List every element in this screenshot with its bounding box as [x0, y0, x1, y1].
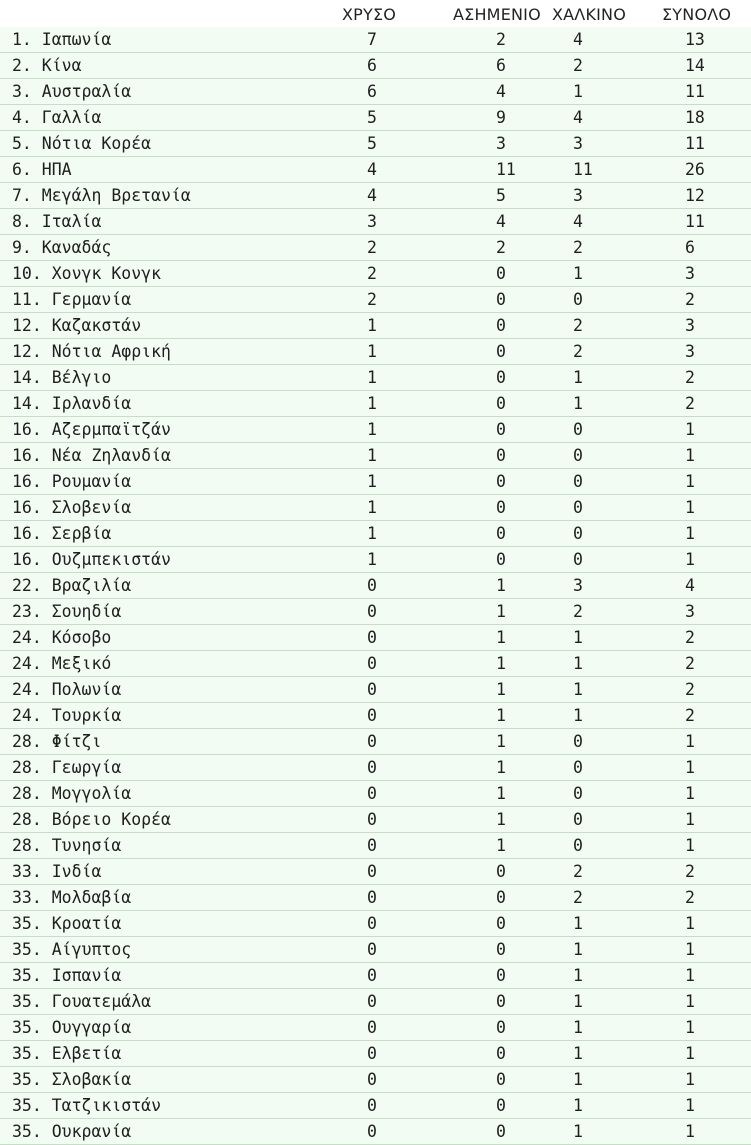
total-count: 2	[685, 654, 695, 673]
gold-count: 1	[367, 472, 377, 491]
bronze-count: 2	[573, 316, 583, 335]
table-row	[0, 157, 751, 183]
silver-count: 5	[496, 186, 506, 205]
silver-count: 1	[496, 628, 506, 647]
bronze-count: 2	[573, 238, 583, 257]
bronze-count: 3	[573, 134, 583, 153]
country-name: 24. Κόσοβο	[12, 628, 112, 647]
total-count: 1	[685, 472, 695, 491]
table-row	[0, 53, 751, 79]
header-bronze: ΧΑΛΚΙΝΟ	[552, 5, 627, 24]
gold-count: 0	[367, 1018, 377, 1037]
country-name: 4. Γαλλία	[12, 108, 102, 127]
table-row	[0, 495, 751, 521]
country-name: 22. Βραζιλία	[12, 576, 132, 595]
gold-count: 2	[367, 290, 377, 309]
silver-count: 1	[496, 602, 506, 621]
silver-count: 1	[496, 784, 506, 803]
total-count: 2	[685, 862, 695, 881]
silver-count: 1	[496, 706, 506, 725]
silver-count: 2	[496, 30, 506, 49]
total-count: 1	[685, 784, 695, 803]
bronze-count: 1	[573, 394, 583, 413]
gold-count: 1	[367, 420, 377, 439]
gold-count: 6	[367, 56, 377, 75]
silver-count: 0	[496, 992, 506, 1011]
total-count: 1	[685, 1096, 695, 1115]
silver-count: 0	[496, 914, 506, 933]
bronze-count: 1	[573, 966, 583, 985]
bronze-count: 1	[573, 1122, 583, 1141]
table-row	[0, 235, 751, 261]
table-row	[0, 599, 751, 625]
gold-count: 0	[367, 992, 377, 1011]
total-count: 3	[685, 264, 695, 283]
country-name: 35. Ελβετία	[12, 1044, 122, 1063]
silver-count: 1	[496, 836, 506, 855]
table-row	[0, 573, 751, 599]
total-count: 3	[685, 342, 695, 361]
bronze-count: 1	[573, 82, 583, 101]
silver-count: 0	[496, 342, 506, 361]
total-count: 18	[685, 108, 705, 127]
gold-count: 0	[367, 680, 377, 699]
country-name: 28. Βόρειο Κορέα	[12, 810, 171, 829]
country-name: 35. Γουατεμάλα	[12, 992, 152, 1011]
gold-count: 0	[367, 732, 377, 751]
total-count: 1	[685, 732, 695, 751]
bronze-count: 2	[573, 56, 583, 75]
bronze-count: 1	[573, 628, 583, 647]
gold-count: 0	[367, 862, 377, 881]
table-row	[0, 1067, 751, 1093]
gold-count: 0	[367, 654, 377, 673]
gold-count: 0	[367, 914, 377, 933]
bronze-count: 2	[573, 888, 583, 907]
country-name: 28. Γεωργία	[12, 758, 122, 777]
total-count: 1	[685, 420, 695, 439]
gold-count: 1	[367, 394, 377, 413]
bronze-count: 0	[573, 732, 583, 751]
gold-count: 0	[367, 576, 377, 595]
gold-count: 1	[367, 446, 377, 465]
table-row	[0, 755, 751, 781]
silver-count: 6	[496, 56, 506, 75]
country-name: 11. Γερμανία	[12, 290, 132, 309]
table-row	[0, 989, 751, 1015]
country-name: 12. Νότια Αφρική	[12, 342, 171, 361]
gold-count: 0	[367, 784, 377, 803]
table-row	[0, 963, 751, 989]
country-name: 8. Ιταλία	[12, 212, 102, 231]
total-count: 1	[685, 1070, 695, 1089]
gold-count: 0	[367, 758, 377, 777]
gold-count: 4	[367, 160, 377, 179]
table-row	[0, 105, 751, 131]
table-row	[0, 1093, 751, 1119]
country-name: 16. Σερβία	[12, 524, 112, 543]
silver-count: 1	[496, 810, 506, 829]
table-row	[0, 261, 751, 287]
country-name: 16. Ουζμπεκιστάν	[12, 550, 171, 569]
bronze-count: 1	[573, 706, 583, 725]
bronze-count: 2	[573, 862, 583, 881]
bronze-count: 0	[573, 550, 583, 569]
country-name: 35. Σλοβακία	[12, 1070, 132, 1089]
silver-count: 0	[496, 498, 506, 517]
gold-count: 3	[367, 212, 377, 231]
table-row	[0, 1119, 751, 1145]
table-row	[0, 443, 751, 469]
gold-count: 0	[367, 888, 377, 907]
bronze-count: 1	[573, 654, 583, 673]
bronze-count: 0	[573, 290, 583, 309]
total-count: 1	[685, 1044, 695, 1063]
gold-count: 0	[367, 1044, 377, 1063]
gold-count: 0	[367, 810, 377, 829]
total-count: 2	[685, 290, 695, 309]
bronze-count: 1	[573, 368, 583, 387]
gold-count: 0	[367, 706, 377, 725]
table-row	[0, 79, 751, 105]
country-name: 16. Ρουμανία	[12, 472, 132, 491]
table-row	[0, 937, 751, 963]
table-body	[0, 27, 751, 1145]
total-count: 12	[685, 186, 705, 205]
bronze-count: 1	[573, 914, 583, 933]
total-count: 2	[685, 888, 695, 907]
country-name: 14. Βέλγιο	[12, 368, 112, 387]
country-name: 1. Ιαπωνία	[12, 30, 112, 49]
bronze-count: 1	[573, 1096, 583, 1115]
table-row	[0, 287, 751, 313]
bronze-count: 1	[573, 992, 583, 1011]
bronze-count: 1	[573, 1018, 583, 1037]
total-count: 2	[685, 680, 695, 699]
gold-count: 2	[367, 264, 377, 283]
total-count: 2	[685, 706, 695, 725]
bronze-count: 4	[573, 108, 583, 127]
total-count: 1	[685, 992, 695, 1011]
gold-count: 1	[367, 316, 377, 335]
country-name: 16. Σλοβενία	[12, 498, 132, 517]
silver-count: 0	[496, 524, 506, 543]
bronze-count: 0	[573, 420, 583, 439]
table-row	[0, 27, 751, 53]
table-row	[0, 807, 751, 833]
table-row	[0, 729, 751, 755]
gold-count: 1	[367, 368, 377, 387]
bronze-count: 0	[573, 810, 583, 829]
silver-count: 3	[496, 134, 506, 153]
country-name: 5. Νότια Κορέα	[12, 134, 152, 153]
bronze-count: 2	[573, 602, 583, 621]
country-name: 16. Αζερμπαϊτζάν	[12, 420, 171, 439]
silver-count: 0	[496, 862, 506, 881]
gold-count: 6	[367, 82, 377, 101]
table-row	[0, 625, 751, 651]
gold-count: 5	[367, 108, 377, 127]
silver-count: 4	[496, 82, 506, 101]
country-name: 9. Καναδάς	[12, 238, 112, 257]
bronze-count: 0	[573, 758, 583, 777]
silver-count: 0	[496, 472, 506, 491]
silver-count: 4	[496, 212, 506, 231]
country-name: 16. Νέα Ζηλανδία	[12, 446, 171, 465]
gold-count: 1	[367, 550, 377, 569]
country-name: 3. Αυστραλία	[12, 82, 132, 101]
bronze-count: 0	[573, 524, 583, 543]
table-row	[0, 183, 751, 209]
total-count: 1	[685, 966, 695, 985]
country-name: 23. Σουηδία	[12, 602, 122, 621]
silver-count: 1	[496, 654, 506, 673]
silver-count: 0	[496, 940, 506, 959]
country-name: 24. Τουρκία	[12, 706, 122, 725]
silver-count: 0	[496, 1122, 506, 1141]
silver-count: 0	[496, 368, 506, 387]
total-count: 2	[685, 628, 695, 647]
silver-count: 0	[496, 316, 506, 335]
country-name: 7. Μεγάλη Βρετανία	[12, 186, 191, 205]
bronze-count: 1	[573, 1070, 583, 1089]
table-row	[0, 1015, 751, 1041]
header-total: ΣΥΝΟΛΟ	[662, 5, 732, 24]
silver-count: 0	[496, 394, 506, 413]
silver-count: 11	[496, 160, 516, 179]
country-name: 28. Φίτζι	[12, 732, 102, 751]
table-row	[0, 131, 751, 157]
table-row	[0, 677, 751, 703]
silver-count: 1	[496, 680, 506, 699]
gold-count: 1	[367, 524, 377, 543]
total-count: 26	[685, 160, 705, 179]
total-count: 3	[685, 316, 695, 335]
country-name: 28. Τυνησία	[12, 836, 122, 855]
gold-count: 1	[367, 342, 377, 361]
total-count: 3	[685, 602, 695, 621]
bronze-count: 2	[573, 342, 583, 361]
header-gold: ΧΡΥΣΟ	[342, 5, 397, 24]
silver-count: 0	[496, 966, 506, 985]
country-name: 10. Χονγκ Κονγκ	[12, 264, 162, 283]
total-count: 1	[685, 1018, 695, 1037]
silver-count: 9	[496, 108, 506, 127]
total-count: 11	[685, 82, 705, 101]
table-row	[0, 859, 751, 885]
silver-count: 2	[496, 238, 506, 257]
country-name: 35. Κροατία	[12, 914, 122, 933]
total-count: 13	[685, 30, 705, 49]
silver-count: 1	[496, 576, 506, 595]
gold-count: 0	[367, 1070, 377, 1089]
bronze-count: 4	[573, 212, 583, 231]
bronze-count: 0	[573, 784, 583, 803]
table-row	[0, 365, 751, 391]
bronze-count: 4	[573, 30, 583, 49]
table-row	[0, 781, 751, 807]
total-count: 1	[685, 524, 695, 543]
table-row	[0, 911, 751, 937]
country-name: 28. Μογγολία	[12, 784, 132, 803]
bronze-count: 3	[573, 186, 583, 205]
total-count: 1	[685, 758, 695, 777]
country-name: 35. Αίγυπτος	[12, 940, 132, 959]
bronze-count: 11	[573, 160, 593, 179]
silver-count: 0	[496, 1070, 506, 1089]
total-count: 11	[685, 212, 705, 231]
total-count: 4	[685, 576, 695, 595]
table-row	[0, 313, 751, 339]
gold-count: 4	[367, 186, 377, 205]
table-row	[0, 209, 751, 235]
total-count: 2	[685, 368, 695, 387]
total-count: 1	[685, 810, 695, 829]
country-name: 35. Ισπανία	[12, 966, 122, 985]
silver-count: 1	[496, 732, 506, 751]
table-row	[0, 651, 751, 677]
country-name: 35. Ουγγαρία	[12, 1018, 132, 1037]
table-row	[0, 339, 751, 365]
gold-count: 7	[367, 30, 377, 49]
country-name: 24. Πολωνία	[12, 680, 122, 699]
table-row	[0, 1041, 751, 1067]
bronze-count: 0	[573, 498, 583, 517]
bronze-count: 3	[573, 576, 583, 595]
total-count: 6	[685, 238, 695, 257]
gold-count: 0	[367, 940, 377, 959]
bronze-count: 0	[573, 446, 583, 465]
gold-count: 0	[367, 628, 377, 647]
total-count: 1	[685, 836, 695, 855]
table-row	[0, 703, 751, 729]
silver-count: 0	[496, 550, 506, 569]
bronze-count: 1	[573, 264, 583, 283]
bronze-count: 0	[573, 472, 583, 491]
table-row	[0, 885, 751, 911]
gold-count: 0	[367, 966, 377, 985]
header-row	[0, 0, 751, 27]
gold-count: 0	[367, 1096, 377, 1115]
gold-count: 2	[367, 238, 377, 257]
gold-count: 5	[367, 134, 377, 153]
country-name: 14. Ιρλανδία	[12, 394, 132, 413]
silver-count: 0	[496, 1018, 506, 1037]
silver-count: 0	[496, 290, 506, 309]
table-row	[0, 521, 751, 547]
country-name: 24. Μεξικό	[12, 654, 112, 673]
table-row	[0, 547, 751, 573]
silver-count: 0	[496, 446, 506, 465]
country-name: 33. Ινδία	[12, 862, 102, 881]
country-name: 12. Καζακστάν	[12, 316, 142, 335]
silver-count: 0	[496, 888, 506, 907]
bronze-count: 1	[573, 1044, 583, 1063]
total-count: 1	[685, 550, 695, 569]
table-row	[0, 833, 751, 859]
total-count: 1	[685, 446, 695, 465]
gold-count: 0	[367, 836, 377, 855]
bronze-count: 0	[573, 836, 583, 855]
total-count: 1	[685, 940, 695, 959]
country-name: 35. Τατζικιστάν	[12, 1096, 162, 1115]
gold-count: 0	[367, 602, 377, 621]
total-count: 11	[685, 134, 705, 153]
total-count: 1	[685, 498, 695, 517]
total-count: 1	[685, 1122, 695, 1141]
bronze-count: 1	[573, 680, 583, 699]
silver-count: 0	[496, 264, 506, 283]
header-silver: ΑΣΗΜΕΝΙΟ	[453, 5, 541, 24]
table-row	[0, 391, 751, 417]
silver-count: 0	[496, 1096, 506, 1115]
country-name: 6. ΗΠΑ	[12, 160, 72, 179]
silver-count: 0	[496, 420, 506, 439]
bronze-count: 1	[573, 940, 583, 959]
total-count: 14	[685, 56, 705, 75]
table-row	[0, 417, 751, 443]
gold-count: 1	[367, 498, 377, 517]
total-count: 2	[685, 394, 695, 413]
table-row	[0, 469, 751, 495]
country-name: 35. Ουκρανία	[12, 1122, 132, 1141]
silver-count: 1	[496, 758, 506, 777]
silver-count: 0	[496, 1044, 506, 1063]
total-count: 1	[685, 914, 695, 933]
country-name: 2. Κίνα	[12, 56, 82, 75]
country-name: 33. Μολδαβία	[12, 888, 132, 907]
gold-count: 0	[367, 1122, 377, 1141]
